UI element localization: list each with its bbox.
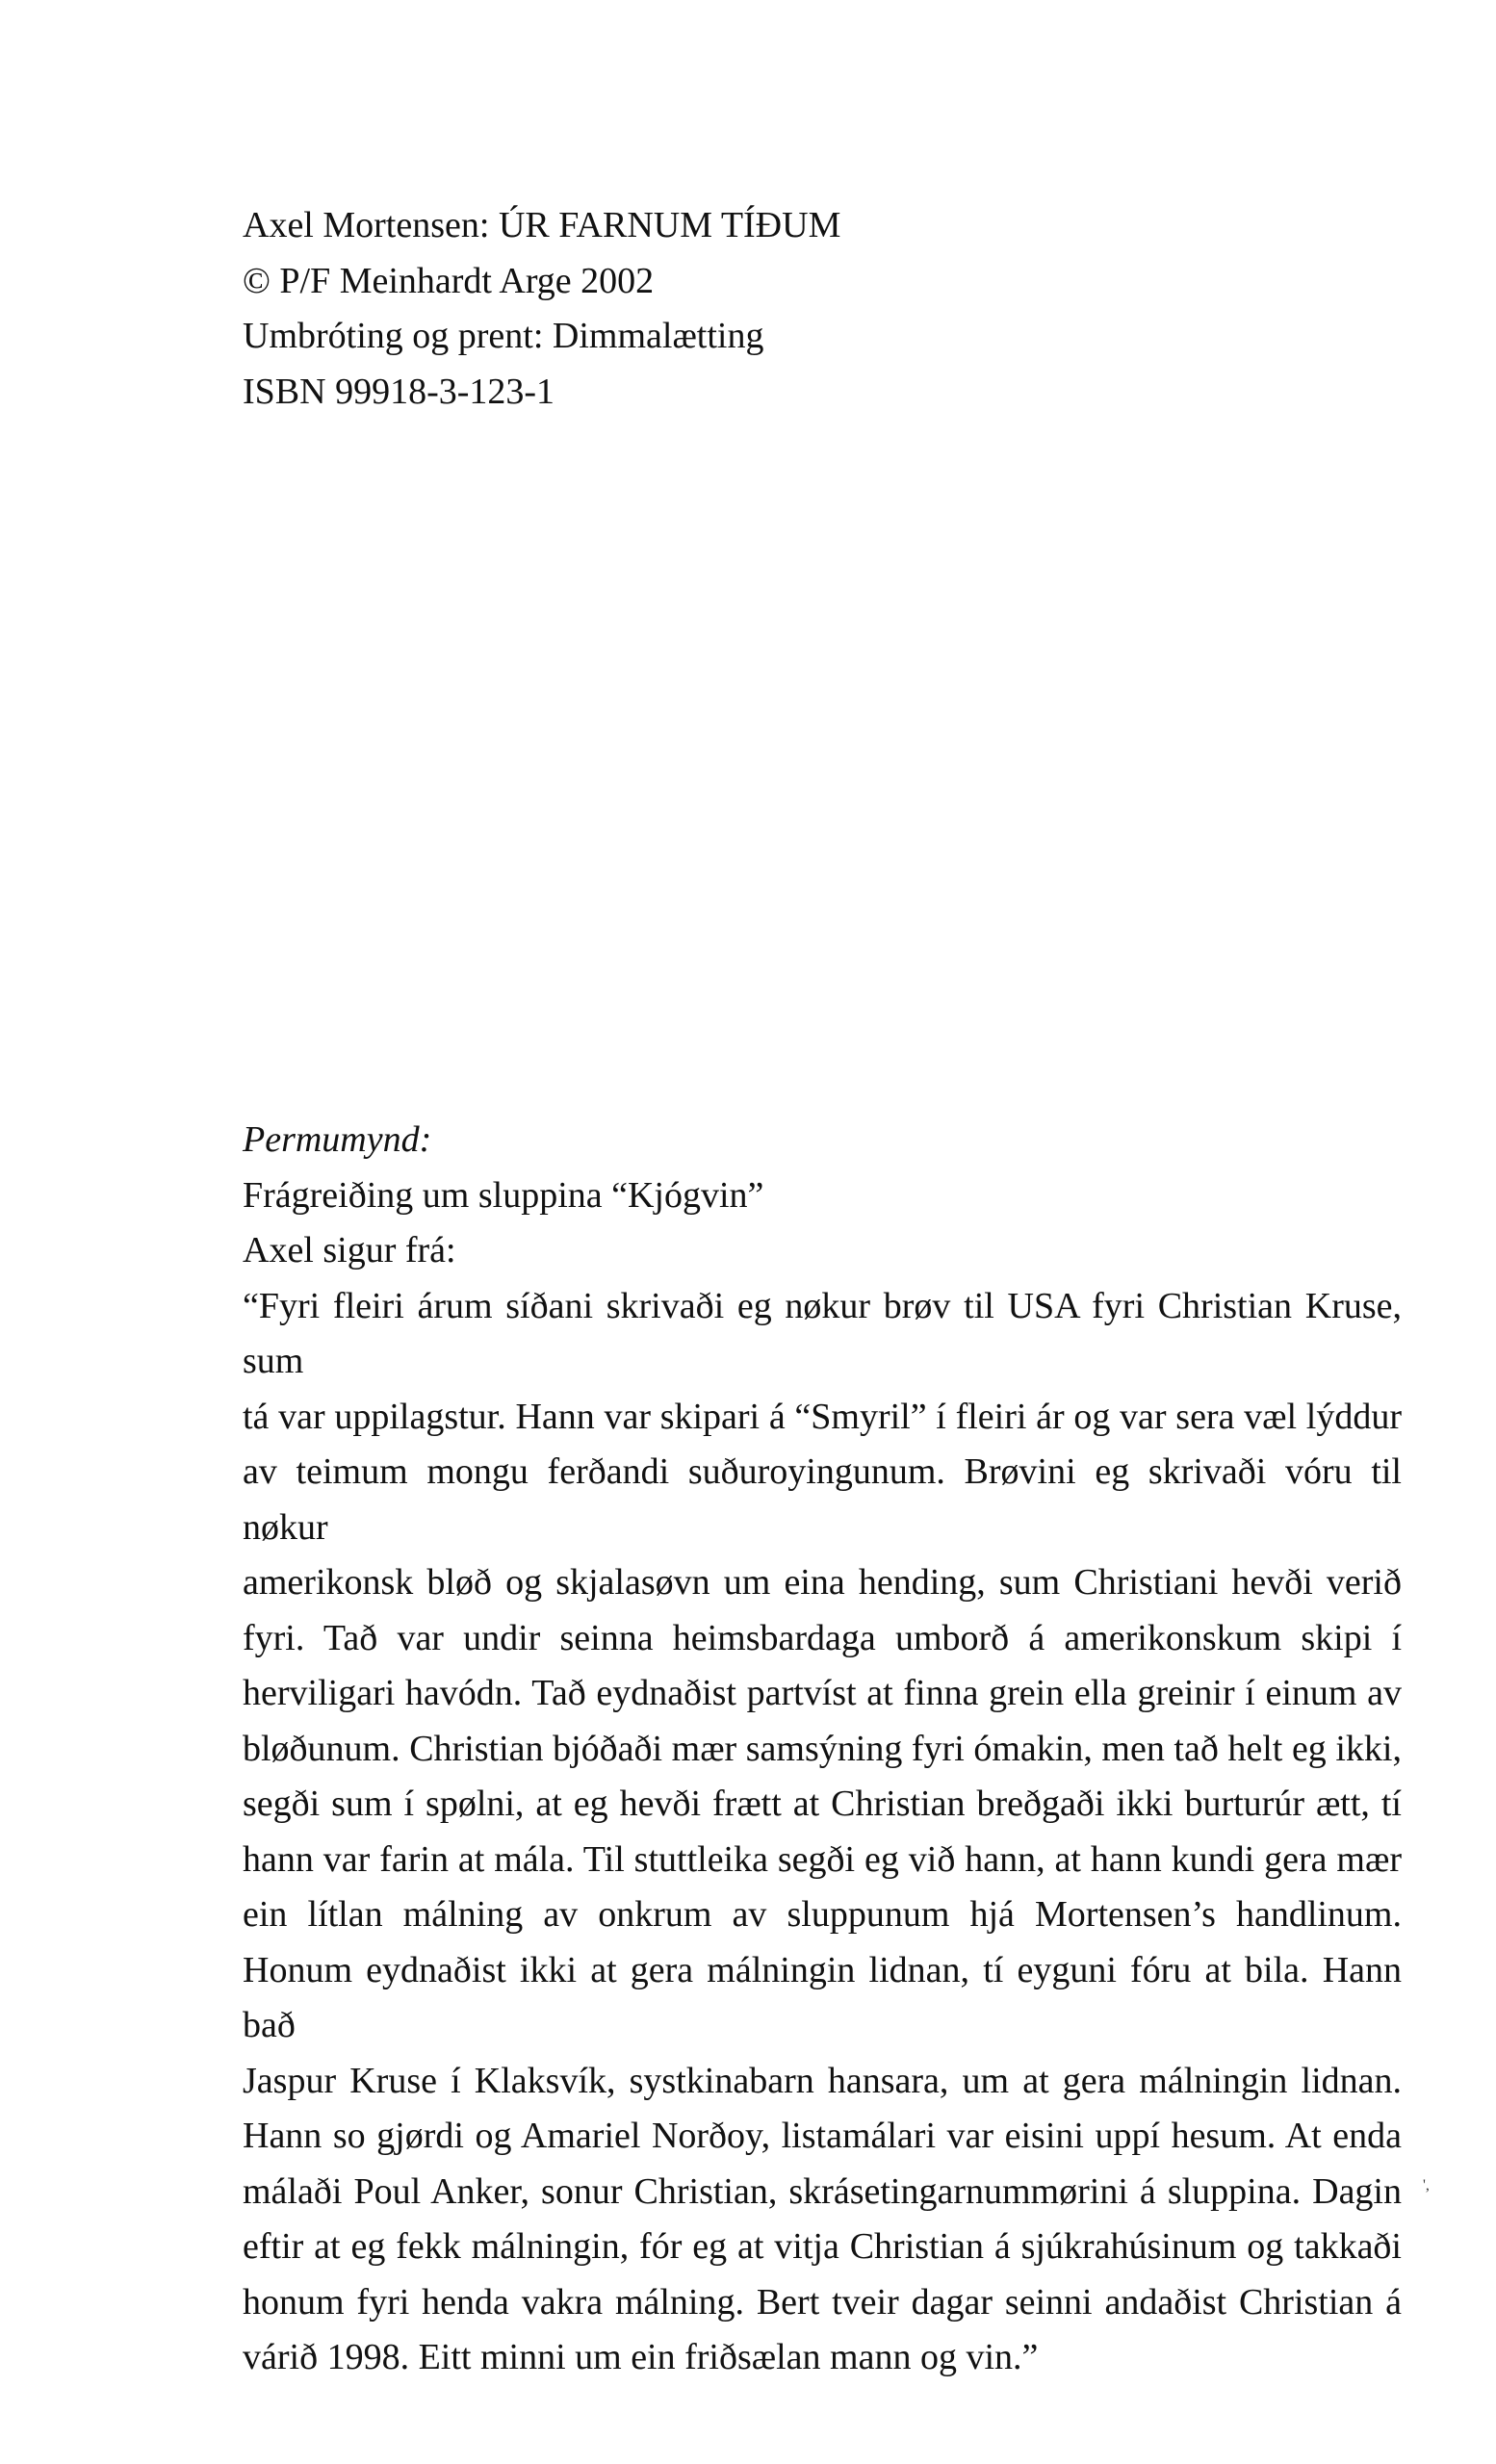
printer-line: Umbróting og prent: Dimmalætting	[243, 316, 764, 356]
cover-description	[243, 1113, 1402, 2386]
paragraph-line: hann var farin at mála. Til stuttleika segði eg við hann, at hann kundi gera mær	[243, 1838, 1402, 1880]
paragraph-line: Honum eydnaðist ikki at gera málningin lidnan, tí eyguni fóru at bila. Hann bað	[243, 1949, 1402, 2045]
isbn-line: ISBN 99918-3-123-1	[243, 371, 555, 412]
colophon	[243, 198, 1205, 420]
paragraph-line: av teimum mongu ferðandi suðuroyingunum. Brøvini eg skrivaði vóru til nøkur	[243, 1451, 1402, 1548]
paragraph-line: Jaspur Kruse í Klaksvík, systkinabarn hansara, um at gera málningin lidnan.	[243, 2060, 1402, 2101]
paragraph-line: segði sum í spølni, at eg hevði frætt at Christian breðgaði ikki burturúr ætt, tí	[243, 1784, 1402, 1824]
paragraph-line: Hann so gjørdi og Amariel Norðoy, listamálari var eisini uppí hesum. At enda	[243, 2116, 1402, 2156]
cover-intro: Axel sigur frá:	[243, 1230, 456, 1270]
book-title-line: Axel Mortensen: ÚR FARNUM TÍÐUM	[243, 205, 841, 245]
cover-label: Permumynd:	[243, 1119, 432, 1160]
paragraph-line: tá var uppilagstur. Hann var skipari á “Smyril” í fleiri ár og var sera væl lýddur	[243, 1396, 1402, 1437]
paragraph-line: amerikonsk bløð og skjalasøvn um eina hending, sum Christiani hevði verið	[243, 1562, 1402, 1603]
copyright-line: © P/F Meinhardt Arge 2002	[243, 260, 655, 301]
paragraph-line: herviligari havódn. Tað eydnaðist partvíst at finna grein ella greinir í einum av	[243, 1673, 1402, 1713]
paragraph-line: honum fyri henda vakra málning. Bert tveir dagar seinni andaðist Christian á	[243, 2281, 1402, 2323]
cover-subtitle: Frágreiðing um sluppina “Kjógvin”	[243, 1174, 764, 1216]
margin-mark: ',	[1423, 2177, 1430, 2194]
paragraph-line: ein lítlan málning av onkrum av sluppunum hjá Mortensen’s handlinum.	[243, 1894, 1402, 1935]
paragraph-line: málaði Poul Anker, sonur Christian, skrásetingarnummørini á sluppina. Dagin	[243, 2170, 1402, 2212]
quote-paragraph	[243, 1279, 1402, 2386]
paragraph-line: “Fyri fleiri árum síðani skrivaði eg nøkur brøv til USA fyri Christian Kruse, sum	[243, 1285, 1402, 1381]
paragraph-last-line: várið 1998. Eitt minni um ein friðsælan mann og vin.”	[243, 2337, 1039, 2377]
paragraph-line: eftir at eg fekk málningin, fór eg at vitja Christian á sjúkrahúsinum og takkaði	[243, 2226, 1402, 2267]
paragraph-line: bløðunum. Christian bjóðaði mær samsýning fyri ómakin, men tað helt eg ikki,	[243, 1728, 1402, 1769]
paragraph-line: fyri. Tað var undir seinna heimsbardaga umborð á amerikonskum skipi í	[243, 1617, 1402, 1658]
